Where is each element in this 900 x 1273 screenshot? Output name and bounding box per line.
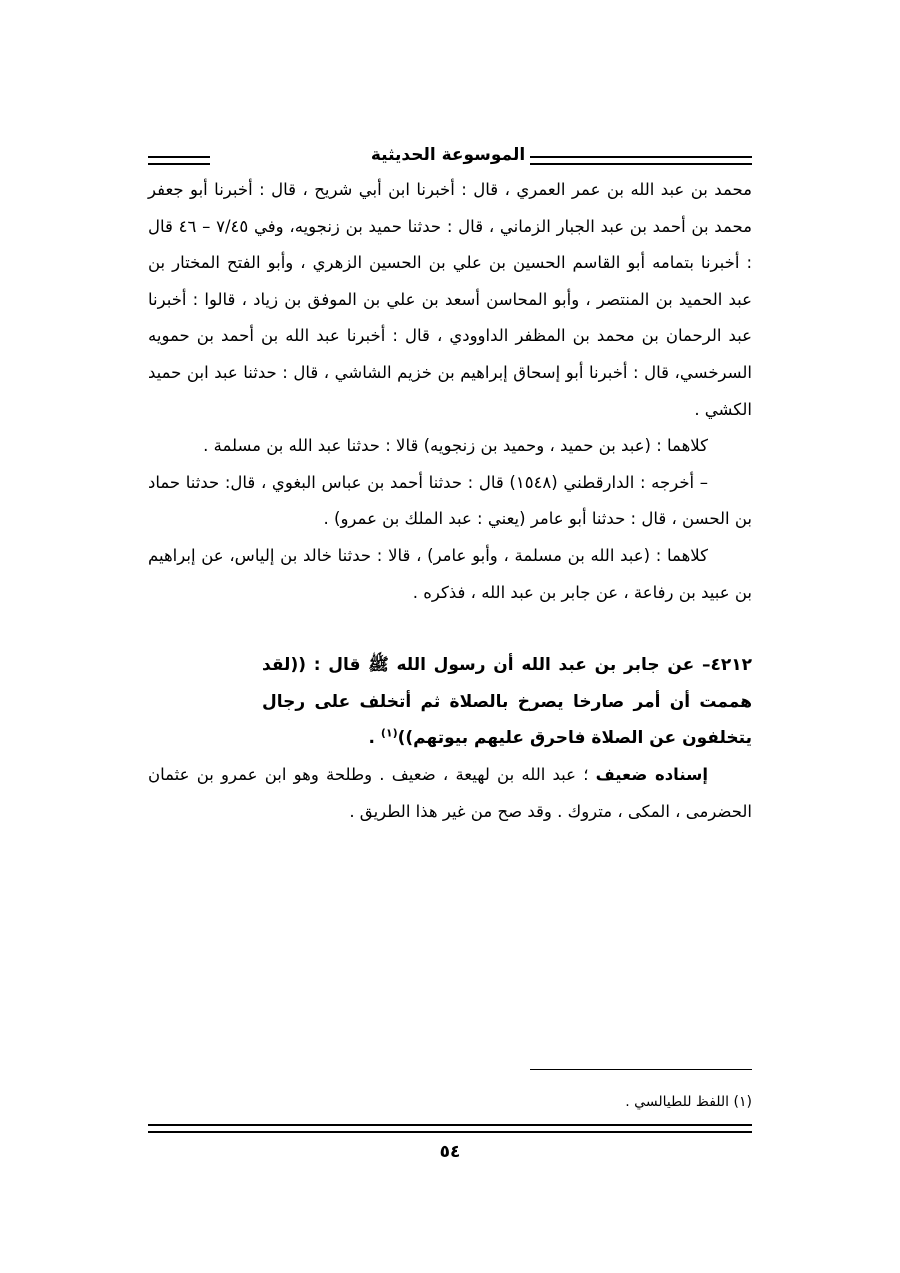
header-rule-right (530, 156, 752, 165)
hadith-matn: عن جابر بن عبد الله أن رسول الله ﷺ قال : ((لقد هممت أن أمر صارخا يصرخ بالصلاة ثم أتخلف على رجال يتخلفون عن الصلاة فاحرق عليهم بيوتهم)) (262, 655, 752, 749)
page-title: الموسوعة الحديثية (370, 145, 526, 165)
section-spacer (148, 611, 752, 647)
footnote-divider (530, 1069, 752, 1070)
paragraph-both-narrators-2: كلاهما : (عبد الله بن مسلمة ، وأبو عامر) ، قالا : حدثنا خالد بن إلياس، عن إبراهيم بن عبيد بن رفاعة ، عن جابر بن عبد الله ، فذكره . (148, 545, 752, 602)
grading-text: ؛ عبد الله بن لهيعة ، ضعيف . وطلحة وهو ابن عمرو بن عثمان الحضرمى ، المكى ، متروك . وقد صح من غير هذا الطريق . (148, 764, 752, 821)
header-rule-left (148, 156, 210, 165)
paragraph-isnad-chain: محمد بن عبد الله بن عمر العمري ، قال : أخبرنا ابن أبي شريح ، قال : أخبرنا أبو جعفر محمد بن أحمد بن عبد الجبار الزماني ، قال : حدثنا حميد بن زنجويه، وفي ٧/٤٥ – ٤٦ قال : أخبرنا بتمامه أبو القاسم الحسين بن علي بن الحسين الزهري ، وأبو الفتح المختار بن عبد الحميد بن المنتصر ، وأبو المحاسن أسعد بن علي بن الموفق بن زياد ، قالوا : أخبرنا عبد الرحمان بن محمد بن المظفر الداوودي ، قال : أخبرنا عبد الله بن أحمد بن حمويه السرخسي، قال : أخبرنا أبو إسحاق إبراهيم بن خزيم الشاشي ، قال : حدثنا عبد ابن حميد الكشي . (148, 180, 752, 419)
hadith-block (148, 647, 752, 757)
page-number: ٥٤ (439, 1142, 461, 1162)
hadith-text (262, 647, 752, 757)
grading-label: إسناده ضعيف (595, 764, 708, 784)
page-header (148, 140, 752, 170)
hadith-end: . (368, 728, 381, 749)
hadith-number: ٤٢١٢– (701, 655, 752, 676)
paragraph-grading (148, 757, 752, 830)
footnote: (١) اللفظ للطيالسي . (625, 1094, 752, 1110)
document-page (148, 140, 752, 1180)
footer-rule (148, 1124, 752, 1133)
paragraph-daraqutni: – أخرجه : الدارقطني (١٥٤٨) قال : حدثنا أحمد بن عباس البغوي ، قال: حدثنا حماد بن الحسن ، قال : حدثنا أبو عامر (يعني : عبد الملك بن عمرو) . (148, 472, 752, 529)
footnote-reference[interactable]: (١) (380, 726, 398, 740)
body-text (148, 172, 752, 830)
paragraph-both-narrators: كلاهما : (عبد بن حميد ، وحميد بن زنجويه) قالا : حدثنا عبد الله بن مسلمة . (203, 436, 708, 456)
